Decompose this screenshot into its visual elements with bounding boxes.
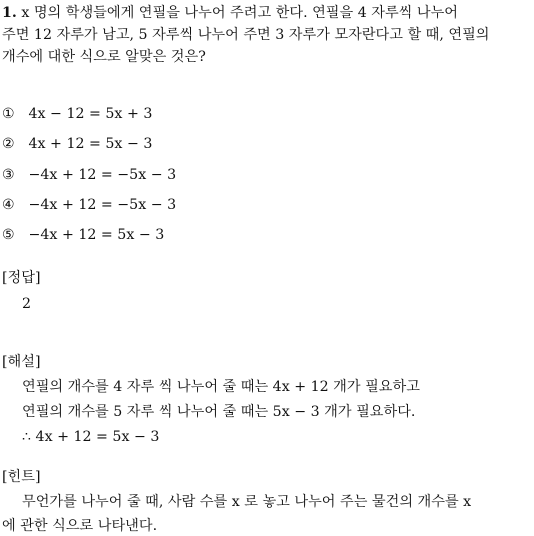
choice-5-text: −4x + 12 = 5x − 3	[28, 227, 165, 243]
choice-2[interactable]	[2, 134, 152, 154]
choice-5-mark: ⑤	[2, 227, 15, 243]
explanation-line-3: ∴ 4x + 12 = 5x − 3	[22, 429, 160, 445]
choice-3[interactable]	[2, 165, 176, 185]
explanation-line-1: 연필의 개수를 4 자루 씩 나누어 줄 때는 4x + 12 개가 필요하고	[22, 379, 420, 395]
choice-3-text: −4x + 12 = −5x − 3	[28, 167, 177, 183]
question-line-3: 개수에 대한 식으로 알맞은 것은?	[2, 49, 206, 65]
answer-label: [정답]	[2, 270, 41, 286]
question-line-2: 주면 12 자루가 남고, 5 자루씩 나누어 주면 3 자루가 모자란다고 할 때, 연필의	[2, 27, 490, 43]
choice-3-mark: ③	[2, 167, 15, 183]
choice-1-text: 4x − 12 = 5x + 3	[28, 106, 153, 122]
choice-4[interactable]	[2, 195, 176, 215]
question-number: 1.	[2, 5, 17, 21]
choice-5[interactable]	[2, 225, 164, 245]
choice-4-text: −4x + 12 = −5x − 3	[28, 197, 177, 213]
answer-value: 2	[22, 296, 32, 312]
explanation-label: [해설]	[2, 354, 41, 370]
choice-1-mark: ①	[2, 106, 15, 122]
choice-2-text: 4x + 12 = 5x − 3	[28, 136, 153, 152]
question-line-1	[2, 3, 458, 23]
choice-1[interactable]	[2, 104, 152, 124]
hint-line-2: 에 관한 식으로 나타낸다.	[2, 518, 158, 534]
explanation-line-2: 연필의 개수를 5 자루 씩 나누어 줄 때는 5x − 3 개가 필요하다.	[22, 404, 416, 420]
hint-line-1: 무언가를 나누어 줄 때, 사람 수를 x 로 놓고 나누어 주는 물건의 개수를 x	[22, 494, 472, 510]
hint-label: [힌트]	[2, 469, 41, 485]
choice-2-mark: ②	[2, 136, 15, 152]
choice-4-mark: ④	[2, 197, 15, 213]
question-text-line-1: x 명의 학생들에게 연필을 나누어 주려고 한다. 연필을 4 자루씩 나누어	[21, 5, 459, 21]
